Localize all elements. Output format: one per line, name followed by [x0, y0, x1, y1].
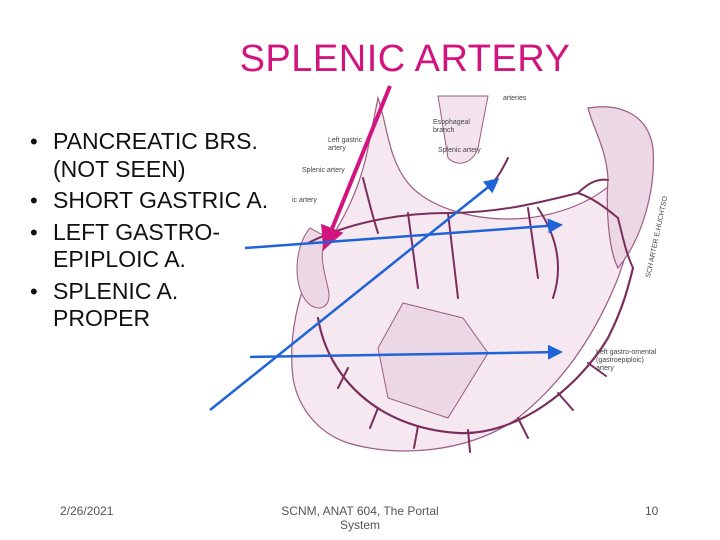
label-esophageal: Esophageal: [433, 119, 470, 126]
bullet-text: SHORT GASTRIC A.: [53, 187, 269, 213]
label-ic-artery: ic artery: [292, 197, 317, 204]
bullet-text: PANCREATIC BRS. (NOT SEEN): [53, 128, 258, 182]
bullet-dot-icon: •: [30, 219, 38, 245]
label-left-gastro-omental: Left gastro-omental: [596, 349, 657, 356]
bullet-dot-icon: •: [30, 129, 38, 154]
bullet-text: SPLENIC A. PROPER: [53, 277, 179, 331]
bullet-text: LEFT GASTRO-EPIPLOIC A.: [53, 218, 220, 272]
label-lgo-artery: artery: [596, 365, 614, 372]
label-esophageal-2: branch: [433, 127, 455, 134]
slide-title: SPLENIC ARTERY: [239, 38, 571, 80]
red-arrow-splenic-artery: [325, 86, 390, 246]
footer-page-number: 10: [645, 504, 659, 518]
blue-arrow-splenic-proper: [210, 180, 497, 410]
bullet-dot-icon: •: [30, 278, 38, 304]
label-splenic-artery-a: Splenic artery: [438, 147, 481, 154]
label-side-credit: SCH ARTER E.HUCHTSO: [645, 195, 670, 279]
bullet-dot-icon: •: [30, 188, 38, 213]
label-arteries: arteries: [503, 95, 527, 102]
blue-arrow-short-gastric: [245, 225, 560, 248]
footer-course: SCNM, ANAT 604, The Portal System: [281, 504, 439, 532]
label-splenic-artery-b: Splenic artery: [302, 167, 345, 174]
blue-arrow-left-gastroepiploic: [250, 352, 560, 357]
label-gastroepiploic: (gastroepiploic): [596, 357, 644, 364]
label-left-gastric: Left gastric: [328, 137, 363, 144]
footer-date: 2/26/2021: [60, 504, 114, 518]
label-left-gastric-2: artery: [328, 145, 346, 152]
